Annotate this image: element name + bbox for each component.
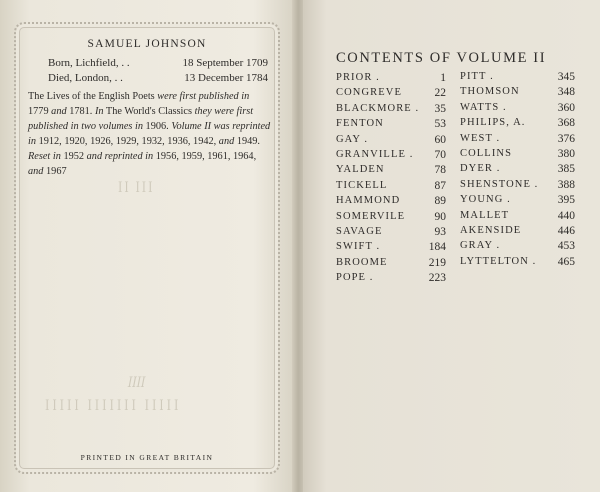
contents-entry [336, 164, 448, 180]
printed-in-note: PRINTED IN GREAT BRITAIN [80, 453, 214, 462]
died-row [38, 71, 268, 86]
contents-entry [336, 180, 448, 196]
entry-page-number: 345 [557, 71, 575, 83]
pub-note-part: 1949. [234, 136, 260, 147]
entry-poet-name: COLLINS [460, 148, 513, 159]
left-page [0, 0, 298, 492]
contents-entry [336, 211, 448, 227]
entry-page-number: 53 [434, 118, 446, 131]
entry-page-number: 368 [557, 117, 575, 130]
entry-page-number: 93 [434, 226, 446, 238]
entry-page-number: 395 [557, 194, 575, 207]
entry-poet-name: DYER . [460, 163, 501, 175]
contents-entry [460, 86, 577, 102]
contents-entry [460, 179, 577, 195]
entry-poet-name: AKENSIDE [460, 225, 522, 236]
entry-poet-name: TICKELL [336, 179, 388, 191]
entry-poet-name: PRIOR . [336, 72, 380, 83]
entry-poet-name: CONGREVE [336, 87, 402, 99]
pub-note-part: The Lives of the English Poets [28, 91, 158, 102]
contents-entry [460, 102, 577, 118]
entry-page-number: 348 [557, 86, 575, 99]
contents-entry [336, 149, 448, 165]
contents-entry [460, 148, 577, 164]
contents-entry [336, 195, 448, 211]
entry-poet-name: WATTS . [460, 101, 507, 113]
entry-page-number: 360 [557, 101, 575, 114]
entry-poet-name: GAY . [336, 133, 369, 145]
entry-poet-name: SHENSTONE . [460, 178, 539, 190]
pub-note-part: and reprinted in [86, 151, 154, 162]
entry-poet-name: BLACKMORE . [336, 102, 420, 114]
pub-note-part: 1952 [60, 151, 87, 162]
died-date: 13 December 1784 [184, 72, 268, 84]
entry-page-number: 223 [428, 272, 446, 285]
entry-poet-name: WEST . [460, 132, 501, 144]
contents-entry [336, 103, 448, 119]
born-date: 18 September 1709 [182, 57, 268, 69]
pub-note-part: and [51, 106, 67, 117]
entry-page-number: 453 [557, 240, 575, 253]
contents-entry [336, 257, 448, 273]
entry-poet-name: PHILIPS, A. [460, 117, 526, 129]
pub-note-part: 1779 [28, 106, 52, 117]
contents-entry [336, 241, 448, 257]
entry-poet-name: SWIFT . [336, 241, 381, 253]
entry-poet-name: FENTON [336, 118, 384, 130]
entry-poet-name: YOUNG . [460, 194, 511, 206]
entry-poet-name: SAVAGE [336, 226, 383, 237]
contents-entry [336, 118, 448, 134]
pub-note-part: Reset in [28, 151, 61, 162]
publication-note [28, 89, 272, 179]
entry-page-number: 89 [434, 195, 446, 208]
contents-entry [460, 210, 577, 226]
contents-entry [336, 134, 448, 150]
born-row [38, 56, 268, 71]
contents-entry [460, 163, 577, 179]
entry-page-number: 35 [434, 102, 446, 115]
entry-poet-name: POPE . [336, 272, 374, 284]
pub-note-part: 1906. [142, 121, 172, 132]
entry-page-number: 70 [434, 149, 446, 161]
pub-note-part: 1967 [43, 166, 67, 177]
contents-entry [336, 272, 448, 288]
show-through-text: ꟾꟾ ꟾꟾꟾ [118, 183, 155, 195]
contents-entry [336, 72, 448, 88]
contents-entry [336, 226, 448, 242]
entry-poet-name: MALLET [460, 209, 510, 221]
pub-note-part: and [218, 136, 235, 147]
pub-note-part: 1781. [66, 106, 95, 117]
died-label: Died, London, . . [48, 72, 123, 84]
entry-page-number: 22 [434, 87, 446, 100]
contents-entry [460, 194, 577, 210]
born-label: Born, Lichfield, . . [48, 57, 130, 69]
contents-entry [460, 117, 577, 133]
pub-note-part: 1956, 1959, 1961, 1964, [153, 151, 257, 162]
entry-poet-name: PITT . [460, 71, 494, 82]
pub-note-part: The World's Classics [103, 106, 195, 117]
entry-poet-name: HAMMOND [336, 195, 401, 207]
entry-page-number: 90 [434, 210, 446, 223]
entry-page-number: 1 [440, 72, 446, 84]
entry-page-number: 380 [557, 148, 575, 160]
entry-page-number: 385 [557, 163, 575, 176]
entry-page-number: 446 [557, 225, 575, 237]
pub-note-part: 1912, 1920, 1926, 1929, 1932, 1936, 1942, [36, 136, 219, 147]
pub-note-part: were first published in [157, 91, 250, 102]
contents-entry [336, 87, 448, 103]
pub-note-part: they were first published in two volumes in [28, 106, 254, 132]
show-through-text: ꟾꟾꟾꟾ [128, 378, 146, 390]
entry-page-number: 78 [434, 164, 446, 177]
entry-page-number: 465 [557, 255, 575, 268]
entry-page-number: 219 [428, 256, 446, 269]
entry-poet-name: SOMERVILE [336, 210, 406, 222]
contents-entry [460, 133, 577, 149]
entry-poet-name: THOMSON [460, 86, 520, 98]
contents-entry [460, 240, 577, 256]
author-name: SAMUEL JOHNSON [87, 38, 207, 50]
entry-poet-name: GRAY . [460, 240, 501, 252]
entry-page-number: 87 [434, 179, 446, 192]
entry-poet-name: GRANVILLE . [336, 149, 414, 160]
entry-poet-name: YALDEN [336, 164, 385, 176]
show-through-text: ꟾꟾꟾꟾꟾ ꟾꟾꟾꟾꟾꟾꟾ ꟾꟾꟾꟾꟾ [42, 401, 179, 413]
pub-note-part: Volume II was reprinted in [28, 121, 271, 147]
entry-page-number: 376 [557, 132, 575, 145]
contents-entry [460, 225, 577, 241]
pub-note-part: In [94, 106, 104, 117]
contents-entry [460, 256, 577, 272]
author-bio [38, 56, 268, 86]
entry-page-number: 440 [557, 209, 575, 222]
entry-page-number: 388 [557, 178, 575, 191]
pub-note-part: and [28, 166, 44, 177]
contents-entry [460, 71, 577, 87]
entry-page-number: 60 [434, 133, 446, 146]
contents-title: CONTENTS OF VOLUME II [336, 50, 547, 66]
entry-page-number: 184 [428, 241, 446, 254]
entry-poet-name: BROOME [336, 256, 388, 268]
entry-poet-name: LYTTELTON . [460, 255, 537, 267]
